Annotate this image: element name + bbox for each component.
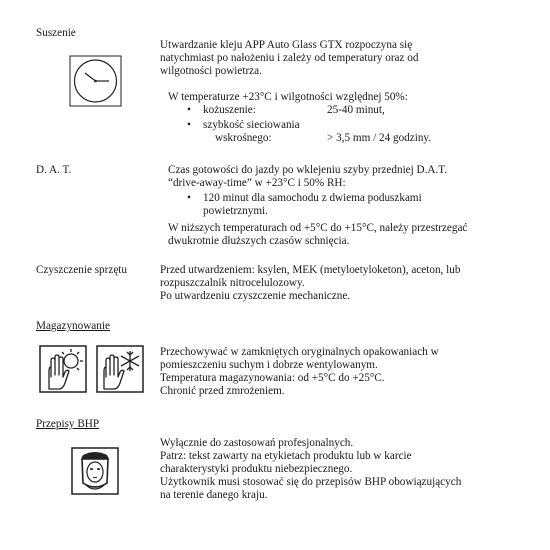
dat-after — [168, 222, 467, 248]
bhp-body — [160, 437, 461, 502]
text-line: 120 minut dla samochodu z dwiema poduszkami — [203, 192, 422, 204]
suszenie-list — [160, 104, 460, 145]
section-label-czyszczenie: Czyszczenie sprzętu — [36, 264, 128, 276]
czyszczenie-body — [160, 264, 460, 303]
text-line: Utwardzanie kleju APP Auto Glass GTX rozpoczyna się — [160, 39, 413, 51]
clock-icon — [69, 55, 122, 107]
suszenie-intro — [160, 39, 418, 78]
face-shield-protection-icon — [71, 447, 119, 495]
text-line: W niższych temperaturach od +5°C do +15°C, należy przestrzegać — [168, 222, 468, 234]
text-line: pomieszczeniu suchym i dobrze wentylowanym. — [160, 359, 378, 371]
item-name: kożuszenie: — [203, 104, 256, 116]
list-item-continued — [160, 132, 460, 145]
section-label-bhp: Przepisy BHP — [36, 418, 100, 430]
text-line: dwukrotnie dłuższych czasów schnięcia. — [168, 235, 350, 247]
text-line: charakterystyki produktu niebezpiecznego. — [160, 463, 353, 475]
section-label-dat: D. A. T. — [36, 164, 72, 176]
text-line: Użytkownik musi stosować się do przepisów BHP obowiązujących — [160, 476, 462, 488]
text-line: wilgotności powietrza. — [160, 65, 262, 77]
text-line: Chronić przed zmrożeniem. — [160, 385, 285, 397]
text-line: Przed utwardzeniem: ksylen, MEK (metyloetyloketon), aceton, lub — [160, 264, 461, 276]
bullet-dot: • — [187, 104, 191, 116]
item-name: wskrośnego: — [215, 132, 272, 144]
dat-body — [168, 164, 447, 190]
text-line: na terenie danego kraju. — [160, 489, 268, 501]
text-line: Czas gotowości do jazdy po wklejeniu szyby przedniej D.A.T. — [168, 164, 448, 176]
text-line: Temperatura magazynowania: od +5°C do +25°C. — [160, 372, 385, 384]
section-label-suszenie: Suszenie — [36, 27, 76, 39]
bullet-dot: • — [187, 119, 191, 131]
section-label-magazynowanie: Magazynowanie — [36, 320, 110, 332]
item-value: > 3,5 mm / 24 godziny. — [327, 132, 432, 144]
item-name: szybkość sieciowania — [203, 119, 300, 131]
keep-away-from-frost-icon — [96, 345, 144, 393]
list-item — [160, 104, 460, 117]
bullet-dot: • — [187, 192, 191, 204]
text-line: natychmiast po nałożeniu i zależy od temperatury oraz od — [160, 52, 419, 64]
text-line: Patrz: tekst zawarty na etykietach produktu lub w karcie — [160, 450, 412, 462]
list-item — [160, 119, 460, 132]
text-line: powietrznymi. — [203, 205, 268, 217]
text-line: Przechowywać w zamkniętych oryginalnych opakowaniach w — [160, 346, 439, 358]
suszenie-conditions: W temperaturze +23°C i wilgotności względnej 50%: — [168, 91, 408, 103]
text-line: rozpuszczalnik nitrocelulozowy. — [160, 277, 305, 289]
text-line: Po utwardzeniu czyszczenie mechaniczne. — [160, 290, 351, 302]
item-value: 25-40 minut, — [327, 104, 385, 116]
text-line: Wyłącznie do zastosowań profesjonalnych. — [160, 437, 354, 449]
keep-away-from-heat-icon — [39, 345, 87, 393]
magazynowanie-body — [160, 346, 439, 398]
text-line: “drive-away-time” w +23°C i 50% RH: — [168, 177, 346, 189]
